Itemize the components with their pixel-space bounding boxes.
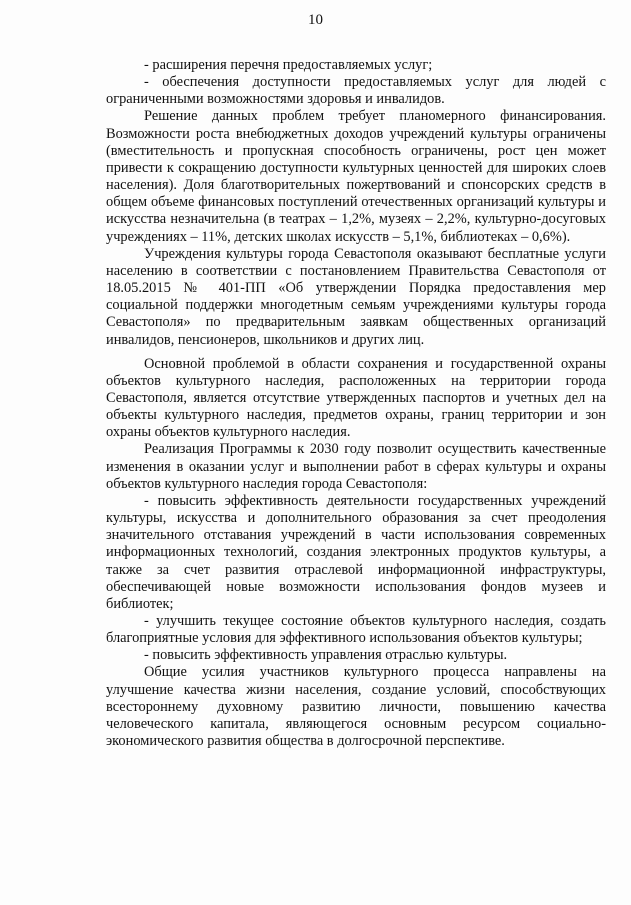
paragraph-financing: Решение данных проблем требует планомерного финансирования. Возможности роста внебюджетных доходов учреждений культуры ограничены (вместительность и пропускная способность ограничены, рост цен может привести к сокращению доступности культурных ценностей для широких слоев населения). Доля благотворительных пожертвований и спонсорских средств в общем объеме финансовых поступлений отечественных организаций культуры и искусства незначительна (в театрах – 1,2%, музеях – 2,2%, культурно-досуговых учреждениях – 11%, детских школах искусств – 5,1%, библиотеках – 0,6%). <box>106 108 606 245</box>
paragraph-program-2030: Реализация Программы к 2030 году позволит осуществить качественные изменения в оказании услуг и выполнении работ в сферах культуры и охраны объектов культурного наследия города Севастополя: <box>106 441 606 492</box>
page-number: 10 <box>308 12 323 28</box>
paragraph-list-item-services: - расширения перечня предоставляемых услуг; <box>144 57 433 73</box>
paragraph-free-services: Учреждения культуры города Севастополя оказывают бесплатные услуги населению в соответствии с постановлением Правительства Севастополя от 18.05.2015 № 401-ПП «Об утверждении Порядка предоставления мер социальной поддержки многодетным семьям учреждениями культуры города Севастополя» по предварительным заявкам общественных организаций инвалидов, пенсионеров, школьников и других лиц. <box>106 245 606 348</box>
paragraph-heritage-problem: Основной проблемой в области сохранения и государственной охраны объектов культурного наследия, расположенных на территории города Севастополя, является отсутствие утвержденных паспортов и учетных дел на объекты культурного наследия, предметов охраны, границ территории и зон охраны объектов культурного наследия. <box>106 355 606 441</box>
document-body <box>106 57 606 750</box>
paragraph-list-item-efficiency: - повысить эффективность деятельности государственных учреждений культуры, искусства и дополнительного образования за счет преодоления значительного отставания учреждений в части использования современных информационных технологий, создания электронных продуктов культуры, а также за счет развития отраслевой информационной инфраструктуры, обеспечивающей новые возможности использования фондов музеев и библиотек; <box>106 492 606 612</box>
paragraph-list-item-accessibility: - обеспечения доступности предоставляемых услуг для людей с ограниченными возможностями здоровья и инвалидов. <box>106 74 606 108</box>
paragraph-general-efforts: Общие усилия участников культурного процесса направлены на улучшение качества жизни населения, создание условий, способствующих всестороннему духовному развитию личности, повышению качества человеческого капитала, являющегося основным ресурсом социально-экономического развития общества в долгосрочной перспективе. <box>106 664 606 750</box>
paragraph-list-item-heritage-state: - улучшить текущее состояние объектов культурного наследия, создать благоприятные условия для эффективного использования объектов культуры; <box>106 613 606 647</box>
paragraph-list-item-management: - повысить эффективность управления отраслью культуры. <box>144 647 508 664</box>
